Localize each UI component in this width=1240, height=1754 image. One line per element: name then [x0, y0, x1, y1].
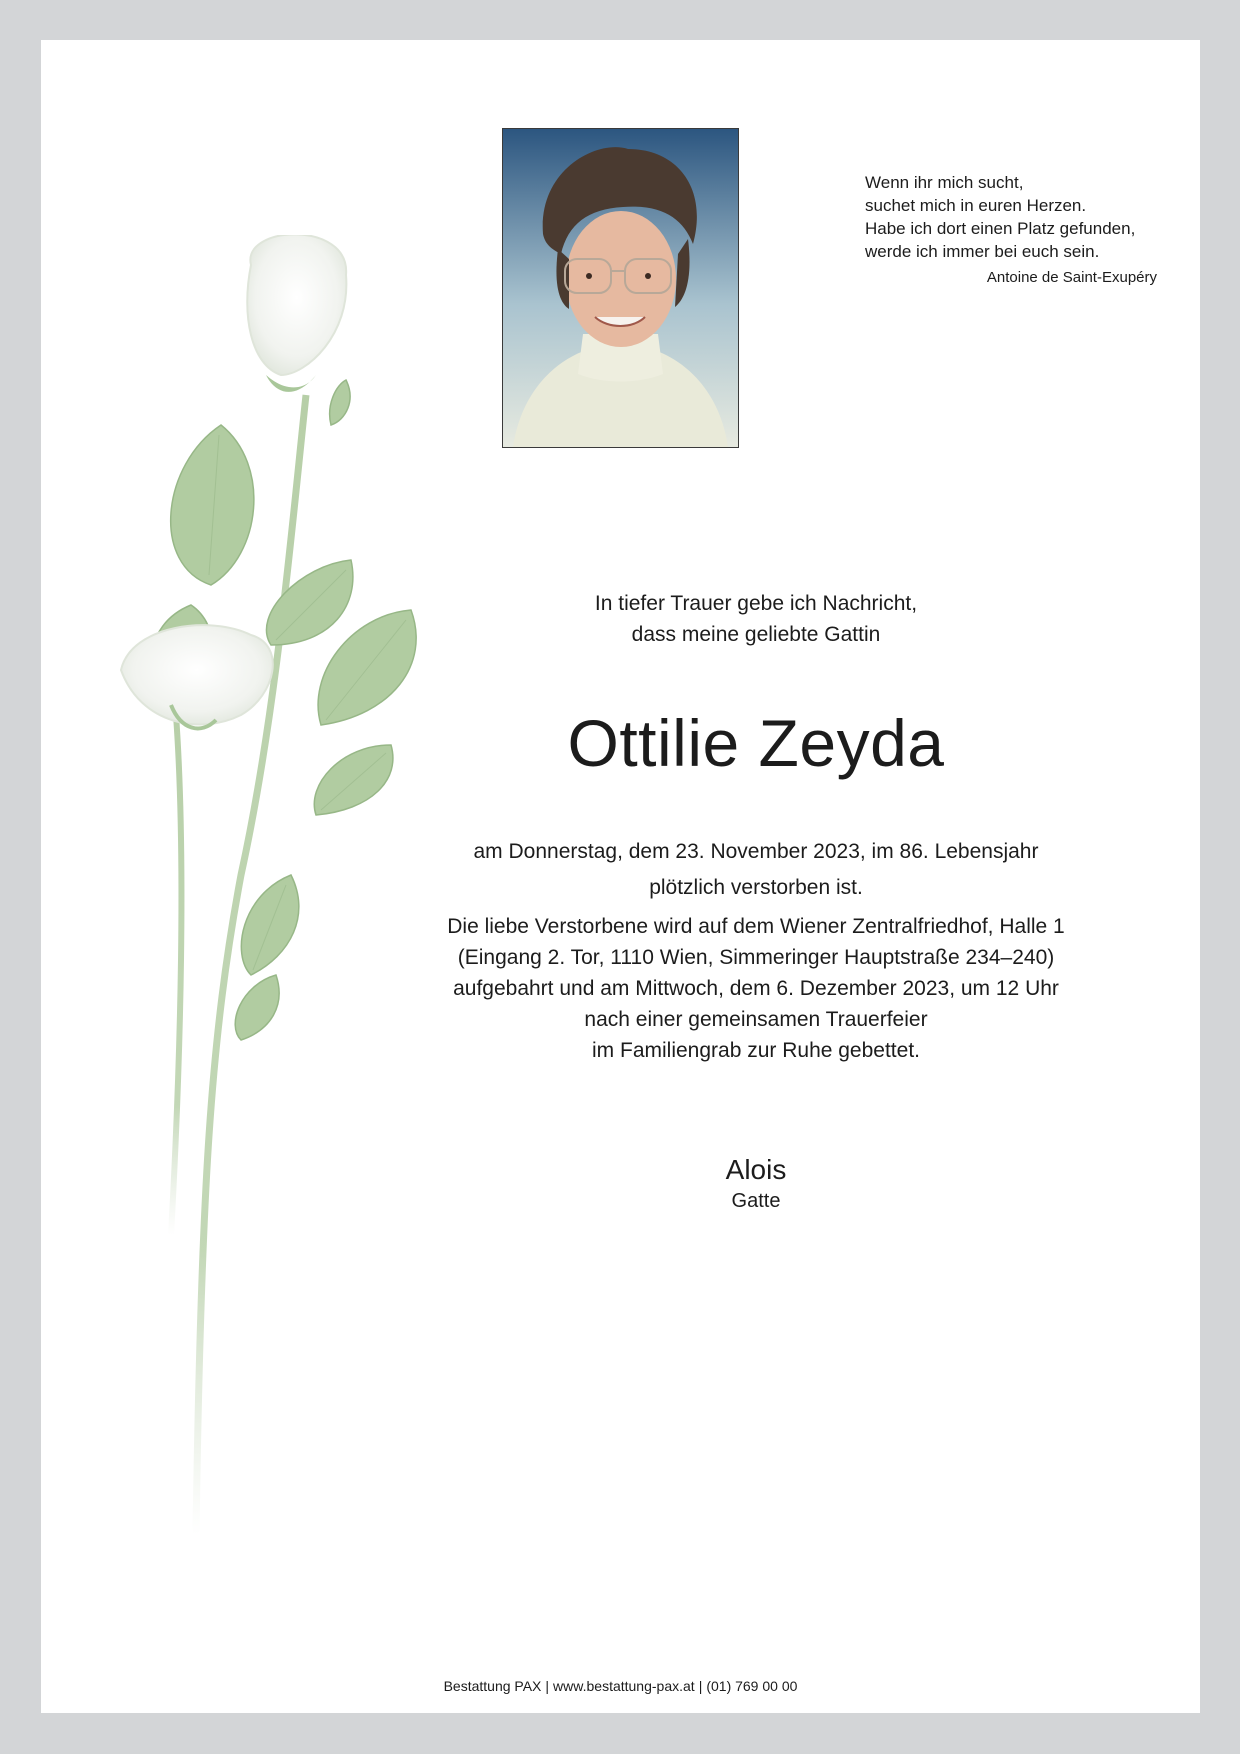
footer — [41, 1677, 1200, 1695]
footer-phone: (01) 769 00 00 — [706, 1678, 798, 1694]
death-line: plötzlich verstorben ist. — [649, 876, 863, 899]
mourner-relation: Gatte — [731, 1190, 781, 1212]
footer-separator: | — [545, 1678, 550, 1694]
funeral-line: nach einer gemeinsamen Trauerfeier — [584, 1008, 928, 1031]
memorial-quote — [865, 171, 1165, 289]
funeral-line: aufgebahrt und am Mittwoch, dem 6. Dezember 2023, um 12 Uhr — [453, 977, 1059, 1000]
funeral-line: Die liebe Verstorbene wird auf dem Wiener Zentralfriedhof, Halle 1 — [447, 915, 1065, 938]
quote-line: Wenn ihr mich sucht, — [865, 173, 1024, 192]
funeral-details — [411, 911, 1101, 1066]
quote-author: Antoine de Saint-Exupéry — [986, 269, 1157, 286]
death-details — [411, 834, 1101, 906]
intro-line: dass meine geliebte Gattin — [631, 623, 881, 646]
obituary-card — [41, 40, 1200, 1713]
death-line: am Donnerstag, dem 23. November 2023, im 86. Lebensjahr — [473, 840, 1039, 863]
footer-website-link[interactable]: www.bestattung-pax.at — [553, 1678, 695, 1694]
announcement-intro — [411, 588, 1101, 650]
quote-line: suchet mich in euren Herzen. — [865, 196, 1087, 215]
quote-line: Habe ich dort einen Platz gefunden, — [865, 219, 1136, 238]
quote-line: werde ich immer bei euch sein. — [865, 242, 1100, 261]
footer-company: Bestattung PAX — [443, 1678, 542, 1694]
intro-line: In tiefer Trauer gebe ich Nachricht, — [594, 592, 918, 615]
footer-separator: | — [698, 1678, 703, 1694]
mourner-name: Alois — [725, 1154, 787, 1185]
funeral-line: im Familiengrab zur Ruhe gebettet. — [592, 1039, 920, 1062]
funeral-line: (Eingang 2. Tor, 1110 Wien, Simmeringer Hauptstraße 234–240) — [457, 946, 1055, 969]
deceased-name: Ottilie Zeyda — [567, 706, 945, 780]
portrait-photo — [502, 128, 739, 448]
